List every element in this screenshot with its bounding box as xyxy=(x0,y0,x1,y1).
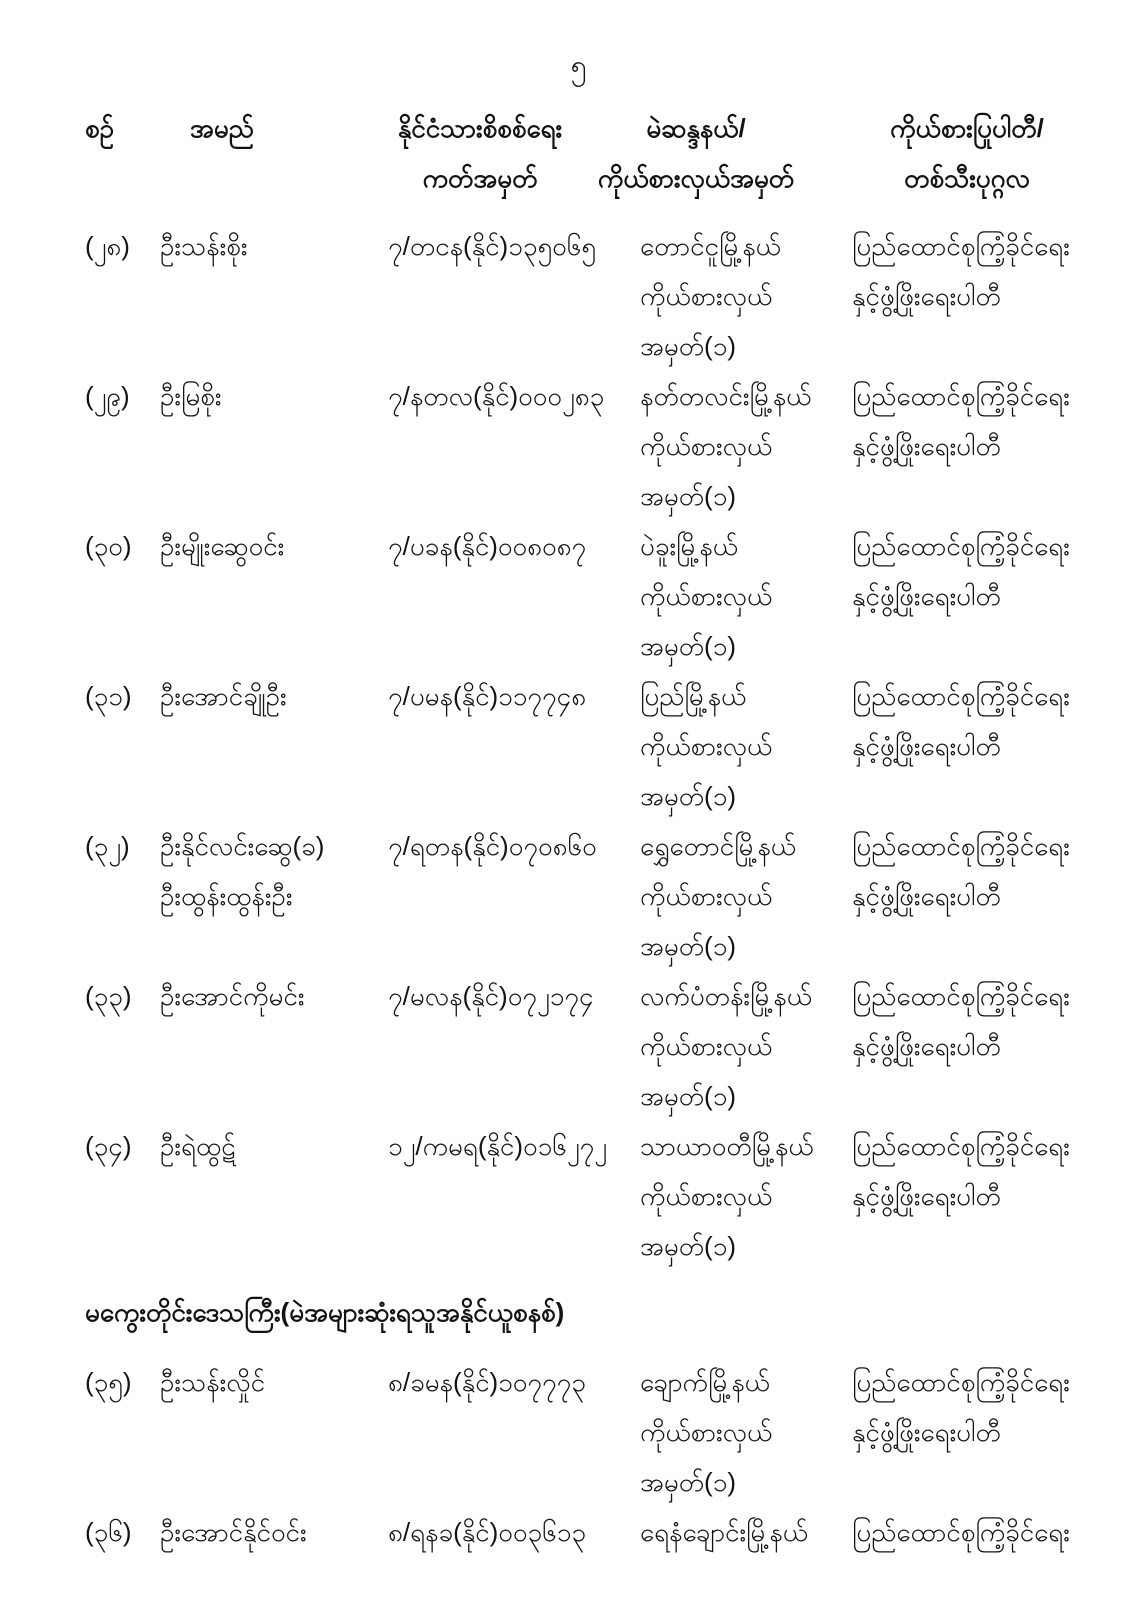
nrc-number-line: ၇/တငန(နိုင်)၁၃၅၀၆၅ xyxy=(388,231,596,261)
table-row xyxy=(85,371,1102,521)
constituency xyxy=(640,221,852,371)
nrc-number-line: ၇/ပခန(နိုင်)၀၀၈၀၈၇ xyxy=(388,531,587,561)
constituency-line: လက်ပံတန်းမြို့နယ် xyxy=(640,981,812,1011)
nrc-number xyxy=(388,371,640,421)
table-row xyxy=(85,671,1102,821)
header-constituency-label-line2: ကိုယ်စားလှယ်အမှတ် xyxy=(597,163,795,193)
constituency xyxy=(640,671,852,821)
nrc-number-line: ၇/ရတန(နိုင်)၀၇၀၈၆၀ xyxy=(388,831,597,861)
row-serial xyxy=(85,971,160,1021)
header-party-label-line2: တစ်သီးပုဂ္ဂလ xyxy=(904,163,1030,193)
constituency-line: သာယာဝတီမြို့နယ် xyxy=(640,1131,814,1161)
candidate-name xyxy=(160,971,388,1021)
candidate-name xyxy=(160,1121,388,1171)
row-serial-line: (၂၉) xyxy=(85,381,130,411)
nrc-number xyxy=(388,1507,640,1557)
nrc-number xyxy=(388,821,640,871)
constituency-line: ကိုယ်စားလှယ် xyxy=(640,1031,773,1061)
header-constituency-label-line1: မဲဆန္ဒနယ်/ xyxy=(646,113,746,143)
party-line: ပြည်ထောင်စုကြံ့ခိုင်ရေး xyxy=(852,531,1070,561)
row-serial-line: (၃၄) xyxy=(85,1131,132,1161)
constituency xyxy=(640,521,852,671)
party-line: နှင့်ဖွံ့ဖြိုးရေးပါတီ xyxy=(852,1417,1001,1447)
nrc-number-line: ၈/ခမန(နိုင်)၁၀၇၇၇၃ xyxy=(388,1367,586,1397)
constituency-line: အမှတ်(၁) xyxy=(640,1467,736,1497)
party xyxy=(852,671,1102,771)
candidate-name xyxy=(160,371,388,421)
header-name-label: အမည် xyxy=(190,113,254,143)
nrc-number-line: ၇/နတလ(နိုင်)၀၀၀၂၈၃ xyxy=(388,381,605,411)
constituency xyxy=(640,821,852,971)
header-nrc-label-line2: ကတ်အမှတ် xyxy=(422,163,538,193)
candidate-name xyxy=(160,821,388,921)
row-serial-line: (၃၃) xyxy=(85,981,132,1011)
header-serial-column xyxy=(85,103,160,153)
candidate-name-line: ဦးအောင်ကိုမင်း xyxy=(160,981,305,1011)
constituency-line: အမှတ်(၁) xyxy=(640,1231,736,1261)
constituency xyxy=(640,1357,852,1507)
nrc-number xyxy=(388,1121,640,1171)
row-serial xyxy=(85,821,160,871)
constituency-line: ကိုယ်စားလှယ် xyxy=(640,1417,773,1447)
nrc-number xyxy=(388,971,640,1021)
candidate-name-line: ဦးအောင်ချိုဦး xyxy=(160,681,287,711)
row-serial-line: (၂၈) xyxy=(85,231,130,261)
table-row xyxy=(85,1357,1102,1507)
nrc-number-line: ၁၂/ကမရ(နိုင်)၀၁၆၂၇၂ xyxy=(388,1131,608,1161)
table-row xyxy=(85,821,1102,971)
candidate-name xyxy=(160,1507,388,1557)
row-serial xyxy=(85,221,160,271)
header-constituency-column xyxy=(590,103,802,203)
candidate-name xyxy=(160,221,388,271)
party xyxy=(852,221,1102,321)
candidate-name-line: ဦးအောင်နိုင်ဝင်း xyxy=(160,1517,307,1547)
constituency-line: ကိုယ်စားလှယ် xyxy=(640,881,773,911)
party xyxy=(852,821,1102,921)
constituency-line: နတ်တလင်းမြို့နယ် xyxy=(640,381,812,411)
header-nrc-column xyxy=(354,103,606,203)
constituency xyxy=(640,1507,852,1557)
party xyxy=(852,1507,1102,1557)
row-serial xyxy=(85,371,160,421)
constituency-line: ကိုယ်စားလှယ် xyxy=(640,1181,773,1211)
table-row xyxy=(85,971,1102,1121)
page-number: ၅ xyxy=(570,50,587,81)
candidate-name-line: ဦးနိုင်လင်းဆွေ(ခ) xyxy=(160,831,325,861)
row-serial xyxy=(85,521,160,571)
table-row xyxy=(85,521,1102,671)
nrc-number-line: ၇/မလန(နိုင်)၀၇၂၁၇၄ xyxy=(388,981,594,1011)
party-line: နှင့်ဖွံ့ဖြိုးရေးပါတီ xyxy=(852,431,1001,461)
party-line: ပြည်ထောင်စုကြံ့ခိုင်ရေး xyxy=(852,381,1070,411)
header-party-label-line1: ကိုယ်စားပြုပါတီ/ xyxy=(890,113,1044,143)
header-serial-label: စဉ် xyxy=(85,113,115,143)
constituency xyxy=(640,371,852,521)
party-line: နှင့်ဖွံ့ဖြိုးရေးပါတီ xyxy=(852,581,1001,611)
party-line: ပြည်ထောင်စုကြံ့ခိုင်ရေး xyxy=(852,831,1070,861)
table-body-top xyxy=(85,221,1102,1271)
candidate-name-line: ဦးထွန်းထွန်းဦး xyxy=(160,881,293,911)
table-row xyxy=(85,221,1102,371)
party-line: နှင့်ဖွံ့ဖြိုးရေးပါတီ xyxy=(852,1181,1001,1211)
constituency-line: အမှတ်(၁) xyxy=(640,931,736,961)
party xyxy=(852,521,1102,621)
constituency-line: ကိုယ်စားလှယ် xyxy=(640,281,773,311)
table-header xyxy=(85,103,1102,203)
constituency xyxy=(640,1121,852,1271)
row-serial xyxy=(85,1357,160,1407)
candidate-name xyxy=(160,1357,388,1407)
candidate-name-line: ဦးမြစိုး xyxy=(160,381,222,411)
constituency-line: ကိုယ်စားလှယ် xyxy=(640,731,773,761)
constituency-line: ရေနံချောင်းမြို့နယ် xyxy=(640,1517,808,1547)
table-row xyxy=(85,1507,1102,1600)
header-nrc-label-line1: နိုင်ငံသားစိစစ်ရေး xyxy=(397,113,563,143)
nrc-number-line: ၇/ပမန(နိုင်)၁၁၇၇၄၈ xyxy=(388,681,587,711)
candidate-name-line: ဦးသန်းလှိုင် xyxy=(160,1367,266,1397)
party xyxy=(852,1357,1102,1457)
constituency-line: တောင်ငူမြို့နယ် xyxy=(640,231,781,261)
constituency-line: ပဲခူးမြို့နယ် xyxy=(640,531,738,561)
party-line: ပြည်ထောင်စုကြံ့ခိုင်ရေး xyxy=(852,981,1070,1011)
party xyxy=(852,971,1102,1071)
table-body-magway xyxy=(85,1357,1102,1600)
constituency-line: ကိုယ်စားလှယ် xyxy=(640,431,773,461)
constituency-line: ရွှေတောင်မြို့နယ် xyxy=(640,831,797,861)
party-line: နှင့်ဖွံ့ဖြိုးရေးပါတီ xyxy=(852,881,1001,911)
nrc-number xyxy=(388,1357,640,1407)
table-row xyxy=(85,1121,1102,1271)
constituency-line: ပြည်မြို့နယ် xyxy=(640,681,747,711)
section-heading: မကွေးတိုင်းဒေသကြီး(မဲအများဆုံးရသူအနိုင်ယူစနစ်) xyxy=(85,1297,565,1327)
candidate-name-line: ဦးရဲထွဋ် xyxy=(160,1131,236,1161)
party-line: နှင့်ဖွံ့ဖြိုးရေးပါတီ xyxy=(852,1031,1001,1061)
party-line: ပြည်ထောင်စုကြံ့ခိုင်ရေး xyxy=(852,231,1070,261)
constituency-line: အမှတ်(၁) xyxy=(640,331,736,361)
row-serial-line: (၃၂) xyxy=(85,831,130,861)
constituency xyxy=(640,971,852,1121)
party-line: နှင့်ဖွံ့ဖြိုးရေးပါတီ xyxy=(852,281,1001,311)
nrc-number xyxy=(388,521,640,571)
candidate-name xyxy=(160,521,388,571)
constituency-line: အမှတ်(၁) xyxy=(640,481,736,511)
party-line: ပြည်ထောင်စုကြံ့ခိုင်ရေး xyxy=(852,681,1070,711)
party xyxy=(852,1121,1102,1221)
row-serial xyxy=(85,1507,160,1557)
constituency-line: အမှတ်(၁) xyxy=(640,781,736,811)
nrc-number xyxy=(388,221,640,271)
party-line: ပြည်ထောင်စုကြံ့ခိုင်ရေး xyxy=(852,1517,1070,1547)
header-party-column xyxy=(842,103,1092,203)
party-line: ပြည်ထောင်စုကြံ့ခိုင်ရေး xyxy=(852,1131,1070,1161)
party xyxy=(852,371,1102,471)
constituency-line: အမှတ်(၁) xyxy=(640,631,736,661)
party-line: နှင့်ဖွံ့ဖြိုးရေးပါတီ xyxy=(852,731,1001,761)
candidate-name-line: ဦးမျိုးဆွေဝင်း xyxy=(160,531,285,561)
nrc-number xyxy=(388,671,640,721)
row-serial-line: (၃၁) xyxy=(85,681,132,711)
constituency-line: ချောက်မြို့နယ် xyxy=(640,1367,770,1397)
candidate-name xyxy=(160,671,388,721)
constituency-line: အမှတ်(၁) xyxy=(640,1081,736,1111)
row-serial-line: (၃၅) xyxy=(85,1367,132,1397)
row-serial-line: (၃၆) xyxy=(85,1517,132,1547)
candidate-name-line: ဦးသန်းစိုး xyxy=(160,231,248,261)
nrc-number-line: ၈/ရနခ(နိုင်)၀၀၃၆၁၃ xyxy=(388,1517,587,1547)
constituency-line: ကိုယ်စားလှယ် xyxy=(640,581,773,611)
row-serial xyxy=(85,671,160,721)
party-line: ပြည်ထောင်စုကြံ့ခိုင်ရေး xyxy=(852,1367,1070,1397)
row-serial xyxy=(85,1121,160,1171)
row-serial-line: (၃၀) xyxy=(85,531,132,561)
